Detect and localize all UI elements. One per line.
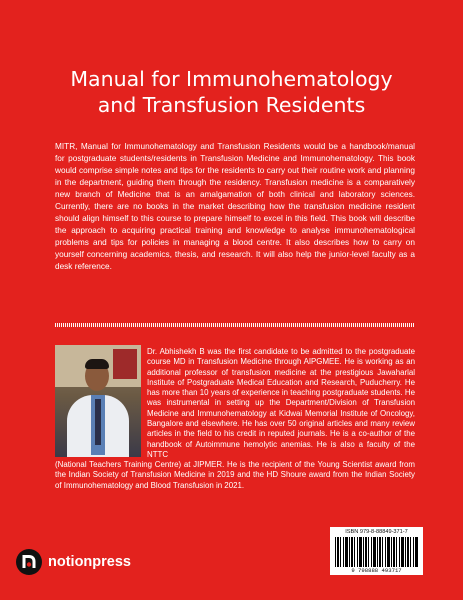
book-title-line-2: and Transfusion Residents — [97, 93, 366, 117]
author-bio-side: Dr. Abhishekh B was the first candidate to be admitted to the postgraduate course MD in Transfusion Medicine through AIPGMEE. He is working as an additional professor of transfusion medicine at the prestigious Jawaharlal Institute of Postgraduate Medical Education and Research, Puducherry. He has more than 10 years of experience in teaching postgraduate students. He was instrumental in setting up the Department/Division of Transfusion Medicine and Immunohematology at Kidwai Memorial Institute of Oncology, Bangalore and elsewhere. He has over 50 original articles and many review articles in the field to his credit in reputed journals. He is a co-author of the handbook of Autoimmune hemolytic anemias. He is also a faculty of the NTTC — [147, 347, 415, 459]
author-bio-continued: (National Teachers Training Centre) at JIPMER. He is the recipient of the Young Scientist award from the Indian Society of Transfusion Medicine in 2019 and the HD Shoure award from the Indian Society of Immunohematology and Blood Transfusion in 2021. — [55, 460, 415, 490]
isbn-barcode — [330, 527, 423, 575]
photo-background-panel — [113, 349, 137, 379]
photo-hair — [85, 359, 109, 369]
decorative-divider — [55, 323, 415, 327]
book-description: MITR, Manual for Immunohematology and Transfusion Residents would be a handbook/manual for postgraduate students/residents in Transfusion Medicine and Immunohematology. This book would comprise simple notes and tips for the residents to carry out their routine work and planning in the department, guiding them through the residency. Transfusion medicine is a comparatively new branch of Medicine that is an amalgamation of both clinical and laboratory sciences. Currently, there are no books in the market describing how the transfusion medicine resident should align himself to this course to prepare himself to excel in this field. This book will describe the approach to acquiring practical training and knowledge to analyse immunohematological problems and tips for policies in managing a blood centre. It also describes how to carry on yourself concerning academics, thesis, and research. It will also help the junior-level faculty as a desk reference. — [55, 142, 415, 272]
publisher-logo — [16, 549, 196, 577]
barcode-digits: 9 798888 493717 — [351, 567, 402, 574]
publisher-name: notionpress — [48, 554, 131, 570]
isbn-label: ISBN 979-8-88849-371-7 — [345, 529, 408, 535]
photo-tie — [95, 399, 101, 445]
book-title — [0, 66, 463, 118]
author-photo — [55, 345, 141, 457]
notionpress-logo-icon — [16, 549, 42, 575]
barcode-icon — [335, 537, 418, 567]
book-title-line-1: Manual for Immunohematology — [70, 67, 393, 91]
